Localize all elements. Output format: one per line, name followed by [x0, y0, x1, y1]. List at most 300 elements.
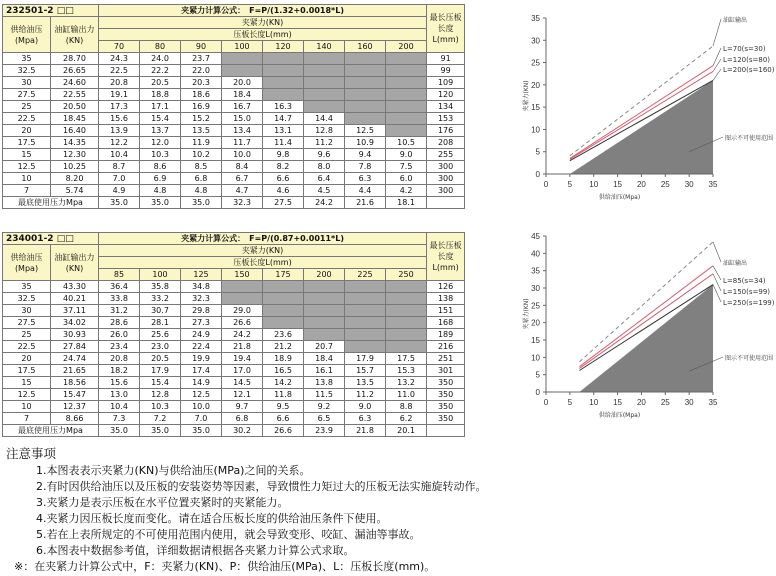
series-label: 油缸输出 — [723, 260, 748, 267]
force-cell: 8.4 — [222, 161, 263, 173]
force-cell: 20.3 — [181, 77, 222, 89]
unusable-region — [579, 285, 713, 392]
unusable-cell — [304, 77, 345, 89]
table-row — [3, 305, 465, 317]
max-length-cell: 350 — [427, 377, 465, 389]
length-cell: 120 — [263, 41, 304, 53]
force-cell: 26.0 — [99, 329, 140, 341]
force-cell: 7.0 — [181, 413, 222, 425]
x-tick-label: 0 — [543, 180, 549, 189]
unusable-cell — [304, 329, 345, 341]
max-length-cell: 300 — [427, 185, 465, 197]
unusable-cell — [222, 293, 263, 305]
unusable-cell — [263, 89, 304, 101]
length-cell: 150 — [222, 269, 263, 281]
max-length-cell: 350 — [427, 389, 465, 401]
length-cell: 175 — [263, 269, 304, 281]
force-cell: 11.4 — [263, 137, 304, 149]
x-tick-label: 35 — [708, 398, 718, 407]
pressure-cell: 30 — [3, 305, 51, 317]
table-row — [3, 413, 465, 425]
unusable-cell — [345, 113, 386, 125]
min-pressure-cell: 30.2 — [222, 425, 263, 437]
force-cell: 20.5 — [140, 353, 181, 365]
force-header: 夹紧力(KN) — [99, 17, 427, 29]
force-cell: 18.8 — [140, 89, 181, 101]
length-cell: 160 — [345, 41, 386, 53]
unusable-cell — [345, 317, 386, 329]
table-row — [3, 185, 465, 197]
series-label: L=85(s=34) — [723, 277, 766, 285]
notes-section — [6, 446, 766, 575]
force-cell: 6.2 — [386, 413, 427, 425]
force-cell: 12.5 — [181, 389, 222, 401]
force-cell: 28.6 — [99, 317, 140, 329]
force-cell: 12.1 — [222, 389, 263, 401]
force-cell: 15.0 — [222, 113, 263, 125]
force-cell: 29.0 — [222, 305, 263, 317]
force-cell: 14.4 — [304, 113, 345, 125]
model-number: 232501-2 □□ — [3, 5, 99, 17]
table-row — [3, 377, 465, 389]
output-cell: 24.60 — [51, 77, 99, 89]
force-cell: 9.6 — [304, 149, 345, 161]
table-header-row — [3, 245, 465, 257]
min-pressure-cell: 35.0 — [99, 425, 140, 437]
min-pressure-cell: 23.9 — [304, 425, 345, 437]
series-label: L=150(s=99) — [723, 288, 771, 296]
force-cell: 6.8 — [181, 173, 222, 185]
force-cell: 7.8 — [345, 161, 386, 173]
force-cell: 14.5 — [222, 377, 263, 389]
pressure-cell: 10 — [3, 173, 51, 185]
max-length-cell: 91 — [427, 53, 465, 65]
unusable-cell — [345, 281, 386, 293]
pressure-cell: 22.5 — [3, 341, 51, 353]
note-item: 3.夹紧力是表示压板在水平位置夹紧时的夹紧能力。 — [36, 496, 289, 509]
force-cell: 15.4 — [140, 113, 181, 125]
length-cell: 250 — [386, 269, 427, 281]
unusable-cell — [386, 53, 427, 65]
force-cell: 21.8 — [222, 341, 263, 353]
pressure-cell: 7 — [3, 185, 51, 197]
y-tick-label: 10 — [531, 353, 540, 363]
output-cell: 40.21 — [51, 293, 99, 305]
max-length-cell: 300 — [427, 173, 465, 185]
force-cell: 11.9 — [181, 137, 222, 149]
y-tick-label: 0 — [535, 170, 540, 179]
force-cell: 20.8 — [99, 353, 140, 365]
pressure-cell: 27.5 — [3, 89, 51, 101]
pressure-cell: 20 — [3, 353, 51, 365]
force-cell: 24.9 — [181, 329, 222, 341]
note-item: 1.本图表表示夹紧力(KN)与供给油压(MPa)之间的关系。 — [36, 464, 311, 477]
notes-footnote: ※：在夹紧力计算公式中，F：夹紧力(KN)、P：供给油压(MPa)、L：压板长度(mm)。 — [14, 560, 436, 573]
output-cell: 28.70 — [51, 53, 99, 65]
unusable-cell — [345, 305, 386, 317]
x-tick-label: 10 — [589, 398, 599, 407]
pressure-cell: 12.5 — [3, 161, 51, 173]
length-cell: 200 — [304, 269, 345, 281]
output-cell: 12.30 — [51, 149, 99, 161]
x-tick-label: 35 — [708, 180, 718, 189]
force-cell: 11.5 — [304, 389, 345, 401]
output-cell: 37.11 — [51, 305, 99, 317]
pressure-cell: 17.5 — [3, 137, 51, 149]
force-cell: 9.0 — [345, 401, 386, 413]
unusable-cell — [386, 281, 427, 293]
force-cell: 8.6 — [140, 161, 181, 173]
length-cell: 200 — [386, 41, 427, 53]
output-cell: 20.50 — [51, 101, 99, 113]
pressure-cell: 25 — [3, 101, 51, 113]
unusable-cell — [386, 101, 427, 113]
y-tick-label: 20 — [531, 318, 540, 328]
force-cell: 10.4 — [99, 401, 140, 413]
force-cell: 4.2 — [386, 185, 427, 197]
x-tick-label: 10 — [589, 180, 599, 189]
min-pressure-cell: 21.8 — [345, 425, 386, 437]
max-length-cell: 176 — [427, 125, 465, 137]
min-pressure-cell: 18.1 — [386, 197, 427, 209]
force-cell: 20.7 — [304, 341, 345, 353]
max-length-cell: 134 — [427, 101, 465, 113]
table-row — [3, 353, 465, 365]
y-tick-label: 15 — [531, 336, 540, 345]
unusable-cell — [304, 89, 345, 101]
unusable-cell — [386, 65, 427, 77]
output-cell: 21.65 — [51, 365, 99, 377]
min-pressure-cell: 32.3 — [222, 197, 263, 209]
force-cell: 13.8 — [304, 377, 345, 389]
output-cell: 30.93 — [51, 329, 99, 341]
unusable-cell — [345, 293, 386, 305]
table-row — [3, 317, 465, 329]
table-row — [3, 89, 465, 101]
output-cell: 12.37 — [51, 401, 99, 413]
force-cell: 10.0 — [222, 149, 263, 161]
pressure-header: 供给油压(Mpa) — [3, 245, 51, 281]
unusable-cell — [263, 305, 304, 317]
y-tick-label: 30 — [531, 284, 540, 293]
min-pressure-cell: 26.6 — [263, 425, 304, 437]
output-cell: 24.74 — [51, 353, 99, 365]
force-cell: 17.0 — [222, 365, 263, 377]
table-row — [3, 293, 465, 305]
output-cell: 22.55 — [51, 89, 99, 101]
force-cell: 12.2 — [99, 137, 140, 149]
force-cell: 12.0 — [140, 137, 181, 149]
max-length-header: 最长压板长度L(mm) — [427, 5, 465, 53]
formula-label: 夹紧力计算公式： F=P/(1.32+0.0018*L) — [99, 5, 427, 17]
output-cell: 16.40 — [51, 125, 99, 137]
unusable-cell — [345, 53, 386, 65]
max-length-cell: 138 — [427, 293, 465, 305]
y-tick-label: 30 — [531, 36, 540, 46]
force-cell: 22.0 — [181, 65, 222, 77]
force-cell: 4.5 — [304, 185, 345, 197]
unusable-cell — [386, 125, 427, 137]
force-cell: 13.7 — [140, 125, 181, 137]
force-cell: 36.4 — [99, 281, 140, 293]
force-cell: 24.2 — [222, 329, 263, 341]
pressure-cell: 10 — [3, 401, 51, 413]
min-pressure-label: 最底使用压力Mpa — [3, 425, 99, 437]
force-cell: 4.6 — [263, 185, 304, 197]
force-cell: 18.9 — [263, 353, 304, 365]
force-cell: 30.7 — [140, 305, 181, 317]
max-length-cell: 126 — [427, 281, 465, 293]
y-axis-title: 夹紧力(KN) — [523, 298, 530, 330]
force-cell: 23.7 — [181, 53, 222, 65]
force-cell: 19.4 — [222, 353, 263, 365]
y-tick-label: 35 — [531, 266, 540, 276]
series-label: L=200(s=160) — [723, 66, 775, 74]
table-row — [3, 161, 465, 173]
x-tick-label: 0 — [543, 398, 549, 407]
x-axis-title: 供给油压(Mpa) — [598, 412, 641, 419]
max-length-cell: 208 — [427, 137, 465, 149]
table-row — [3, 281, 465, 293]
force-cell: 8.2 — [263, 161, 304, 173]
unusable-cell — [386, 329, 427, 341]
force-cell: 15.3 — [386, 365, 427, 377]
length-header: 压板长度L(mm) — [99, 257, 427, 269]
pressure-cell: 32.5 — [3, 293, 51, 305]
unusable-region — [570, 80, 713, 174]
force-cell: 6.7 — [222, 173, 263, 185]
force-cell: 20.5 — [140, 77, 181, 89]
y-tick-label: 25 — [531, 301, 540, 311]
unusable-cell — [386, 113, 427, 125]
force-cell: 27.3 — [181, 317, 222, 329]
clamp-force-chart-1 — [508, 4, 775, 214]
y-tick-label: 40 — [531, 249, 540, 259]
series-leader-line — [713, 274, 721, 291]
pressure-cell: 20 — [3, 125, 51, 137]
force-cell: 13.1 — [263, 125, 304, 137]
length-cell: 100 — [140, 269, 181, 281]
max-length-cell: 251 — [427, 353, 465, 365]
force-cell: 6.9 — [140, 173, 181, 185]
force-cell: 15.6 — [99, 377, 140, 389]
force-cell: 15.6 — [99, 113, 140, 125]
force-cell: 32.3 — [181, 293, 222, 305]
pressure-cell: 15 — [3, 149, 51, 161]
clamp-force-table-2 — [2, 232, 465, 437]
force-cell: 12.5 — [345, 125, 386, 137]
clamp-force-chart-2 — [508, 222, 775, 442]
min-pressure-cell: 35.0 — [181, 425, 222, 437]
force-cell: 21.2 — [263, 341, 304, 353]
force-cell: 8.7 — [99, 161, 140, 173]
force-cell: 11.2 — [304, 137, 345, 149]
force-cell: 9.7 — [222, 401, 263, 413]
pressure-cell: 32.5 — [3, 65, 51, 77]
output-header: 油缸输出力(KN) — [51, 17, 99, 53]
force-cell: 9.4 — [345, 149, 386, 161]
force-cell: 6.4 — [304, 173, 345, 185]
force-cell: 25.6 — [140, 329, 181, 341]
table-row — [3, 113, 465, 125]
force-cell: 22.5 — [99, 65, 140, 77]
force-cell: 16.1 — [304, 365, 345, 377]
pressure-cell: 15 — [3, 377, 51, 389]
table-row — [3, 137, 465, 149]
min-pressure-cell: 20.1 — [386, 425, 427, 437]
min-pressure-row — [3, 425, 465, 437]
unusable-cell — [386, 77, 427, 89]
unusable-cell — [222, 53, 263, 65]
output-header: 油缸输出力(KN) — [51, 245, 99, 281]
force-cell: 22.4 — [181, 341, 222, 353]
unusable-cell — [304, 101, 345, 113]
max-length-cell: 189 — [427, 329, 465, 341]
force-cell: 8.0 — [304, 161, 345, 173]
unusable-cell — [345, 101, 386, 113]
series-leader-line — [713, 242, 721, 262]
max-length-cell: 109 — [427, 77, 465, 89]
force-cell: 20.0 — [222, 77, 263, 89]
force-cell: 13.0 — [99, 389, 140, 401]
force-cell: 7.0 — [99, 173, 140, 185]
force-cell: 6.6 — [263, 413, 304, 425]
max-length-cell: 151 — [427, 305, 465, 317]
table-row — [3, 365, 465, 377]
min-pressure-cell: 27.5 — [263, 197, 304, 209]
force-cell: 4.8 — [140, 185, 181, 197]
force-cell: 16.5 — [263, 365, 304, 377]
unusable-cell — [263, 293, 304, 305]
series-label: L=250(s=199) — [723, 299, 775, 307]
force-cell: 18.6 — [181, 89, 222, 101]
table-row — [3, 125, 465, 137]
y-tick-label: 35 — [531, 14, 540, 23]
force-cell: 14.7 — [263, 113, 304, 125]
force-cell: 15.2 — [181, 113, 222, 125]
force-cell: 9.0 — [386, 149, 427, 161]
force-cell: 15.4 — [140, 377, 181, 389]
force-cell: 10.9 — [345, 137, 386, 149]
x-tick-label: 30 — [684, 180, 694, 189]
output-cell: 27.84 — [51, 341, 99, 353]
table-row — [3, 77, 465, 89]
force-cell: 11.7 — [222, 137, 263, 149]
pressure-cell: 30 — [3, 77, 51, 89]
y-axis-title: 夹紧力(KN) — [523, 80, 530, 112]
force-cell: 26.6 — [222, 317, 263, 329]
force-cell: 19.1 — [99, 89, 140, 101]
length-header: 压板长度L(mm) — [99, 29, 427, 41]
force-cell: 16.9 — [181, 101, 222, 113]
force-cell: 10.5 — [386, 137, 427, 149]
max-length-cell: 300 — [427, 161, 465, 173]
output-cell: 5.74 — [51, 185, 99, 197]
force-cell: 19.9 — [181, 353, 222, 365]
output-cell: 14.35 — [51, 137, 99, 149]
max-length-cell: 120 — [427, 89, 465, 101]
notes-title: 注意事项 — [6, 446, 57, 461]
force-cell: 9.2 — [304, 401, 345, 413]
force-cell: 10.3 — [140, 149, 181, 161]
force-cell: 13.5 — [181, 125, 222, 137]
pressure-cell: 35 — [3, 53, 51, 65]
force-cell: 17.3 — [99, 101, 140, 113]
output-cell: 8.20 — [51, 173, 99, 185]
max-length-cell: 168 — [427, 317, 465, 329]
max-length-cell: 350 — [427, 413, 465, 425]
series-leader-line — [713, 285, 721, 302]
empty-cell — [427, 197, 465, 209]
unusable-cell — [263, 65, 304, 77]
min-pressure-cell: 35.0 — [181, 197, 222, 209]
force-cell: 16.7 — [222, 101, 263, 113]
table-row — [3, 173, 465, 185]
force-cell: 7.3 — [99, 413, 140, 425]
min-pressure-cell: 35.0 — [140, 197, 181, 209]
y-tick-label: 45 — [531, 232, 540, 241]
y-tick-label: 15 — [531, 103, 540, 113]
table-row — [3, 53, 465, 65]
max-length-cell: 153 — [427, 113, 465, 125]
unusable-cell — [304, 317, 345, 329]
pressure-cell: 25 — [3, 329, 51, 341]
force-cell: 10.3 — [140, 401, 181, 413]
unusable-cell — [386, 341, 427, 353]
force-cell: 14.9 — [181, 377, 222, 389]
table-row — [3, 389, 465, 401]
output-cell: 34.02 — [51, 317, 99, 329]
table-header-row — [3, 233, 465, 245]
x-tick-label: 30 — [684, 398, 694, 407]
pressure-cell: 17.5 — [3, 365, 51, 377]
min-pressure-cell: 24.2 — [304, 197, 345, 209]
region-label: 图示不可使用范围 — [725, 355, 774, 362]
force-cell: 9.5 — [263, 401, 304, 413]
output-cell: 18.56 — [51, 377, 99, 389]
max-length-cell: 99 — [427, 65, 465, 77]
model-number: 234001-2 □□ — [3, 233, 99, 245]
force-cell: 17.5 — [386, 353, 427, 365]
force-cell: 33.8 — [99, 293, 140, 305]
force-cell: 20.8 — [99, 77, 140, 89]
force-cell: 10.0 — [181, 401, 222, 413]
unusable-cell — [304, 53, 345, 65]
unusable-cell — [263, 317, 304, 329]
force-cell: 7.5 — [386, 161, 427, 173]
output-cell: 43.30 — [51, 281, 99, 293]
output-cell: 8.66 — [51, 413, 99, 425]
min-pressure-row — [3, 197, 465, 209]
table-row — [3, 329, 465, 341]
region-label: 图示不可使用范围 — [725, 135, 774, 142]
force-cell: 18.2 — [99, 365, 140, 377]
unusable-cell — [304, 305, 345, 317]
min-pressure-label: 最底使用压力Mpa — [3, 197, 99, 209]
output-cell: 26.65 — [51, 65, 99, 77]
series-leader-line — [713, 69, 721, 80]
force-cell: 11.0 — [386, 389, 427, 401]
min-pressure-cell: 21.6 — [345, 197, 386, 209]
y-tick-label: 5 — [535, 147, 540, 157]
note-item: 2.有时因供给油压以及压板的安装姿势等因素，导致惯性力矩过大的压板无法实施旋转动作。 — [36, 480, 487, 493]
unusable-cell — [345, 65, 386, 77]
x-tick-label: 15 — [613, 398, 623, 407]
force-cell: 23.4 — [99, 341, 140, 353]
force-cell: 13.2 — [386, 377, 427, 389]
max-length-cell: 301 — [427, 365, 465, 377]
length-cell: 70 — [99, 41, 140, 53]
